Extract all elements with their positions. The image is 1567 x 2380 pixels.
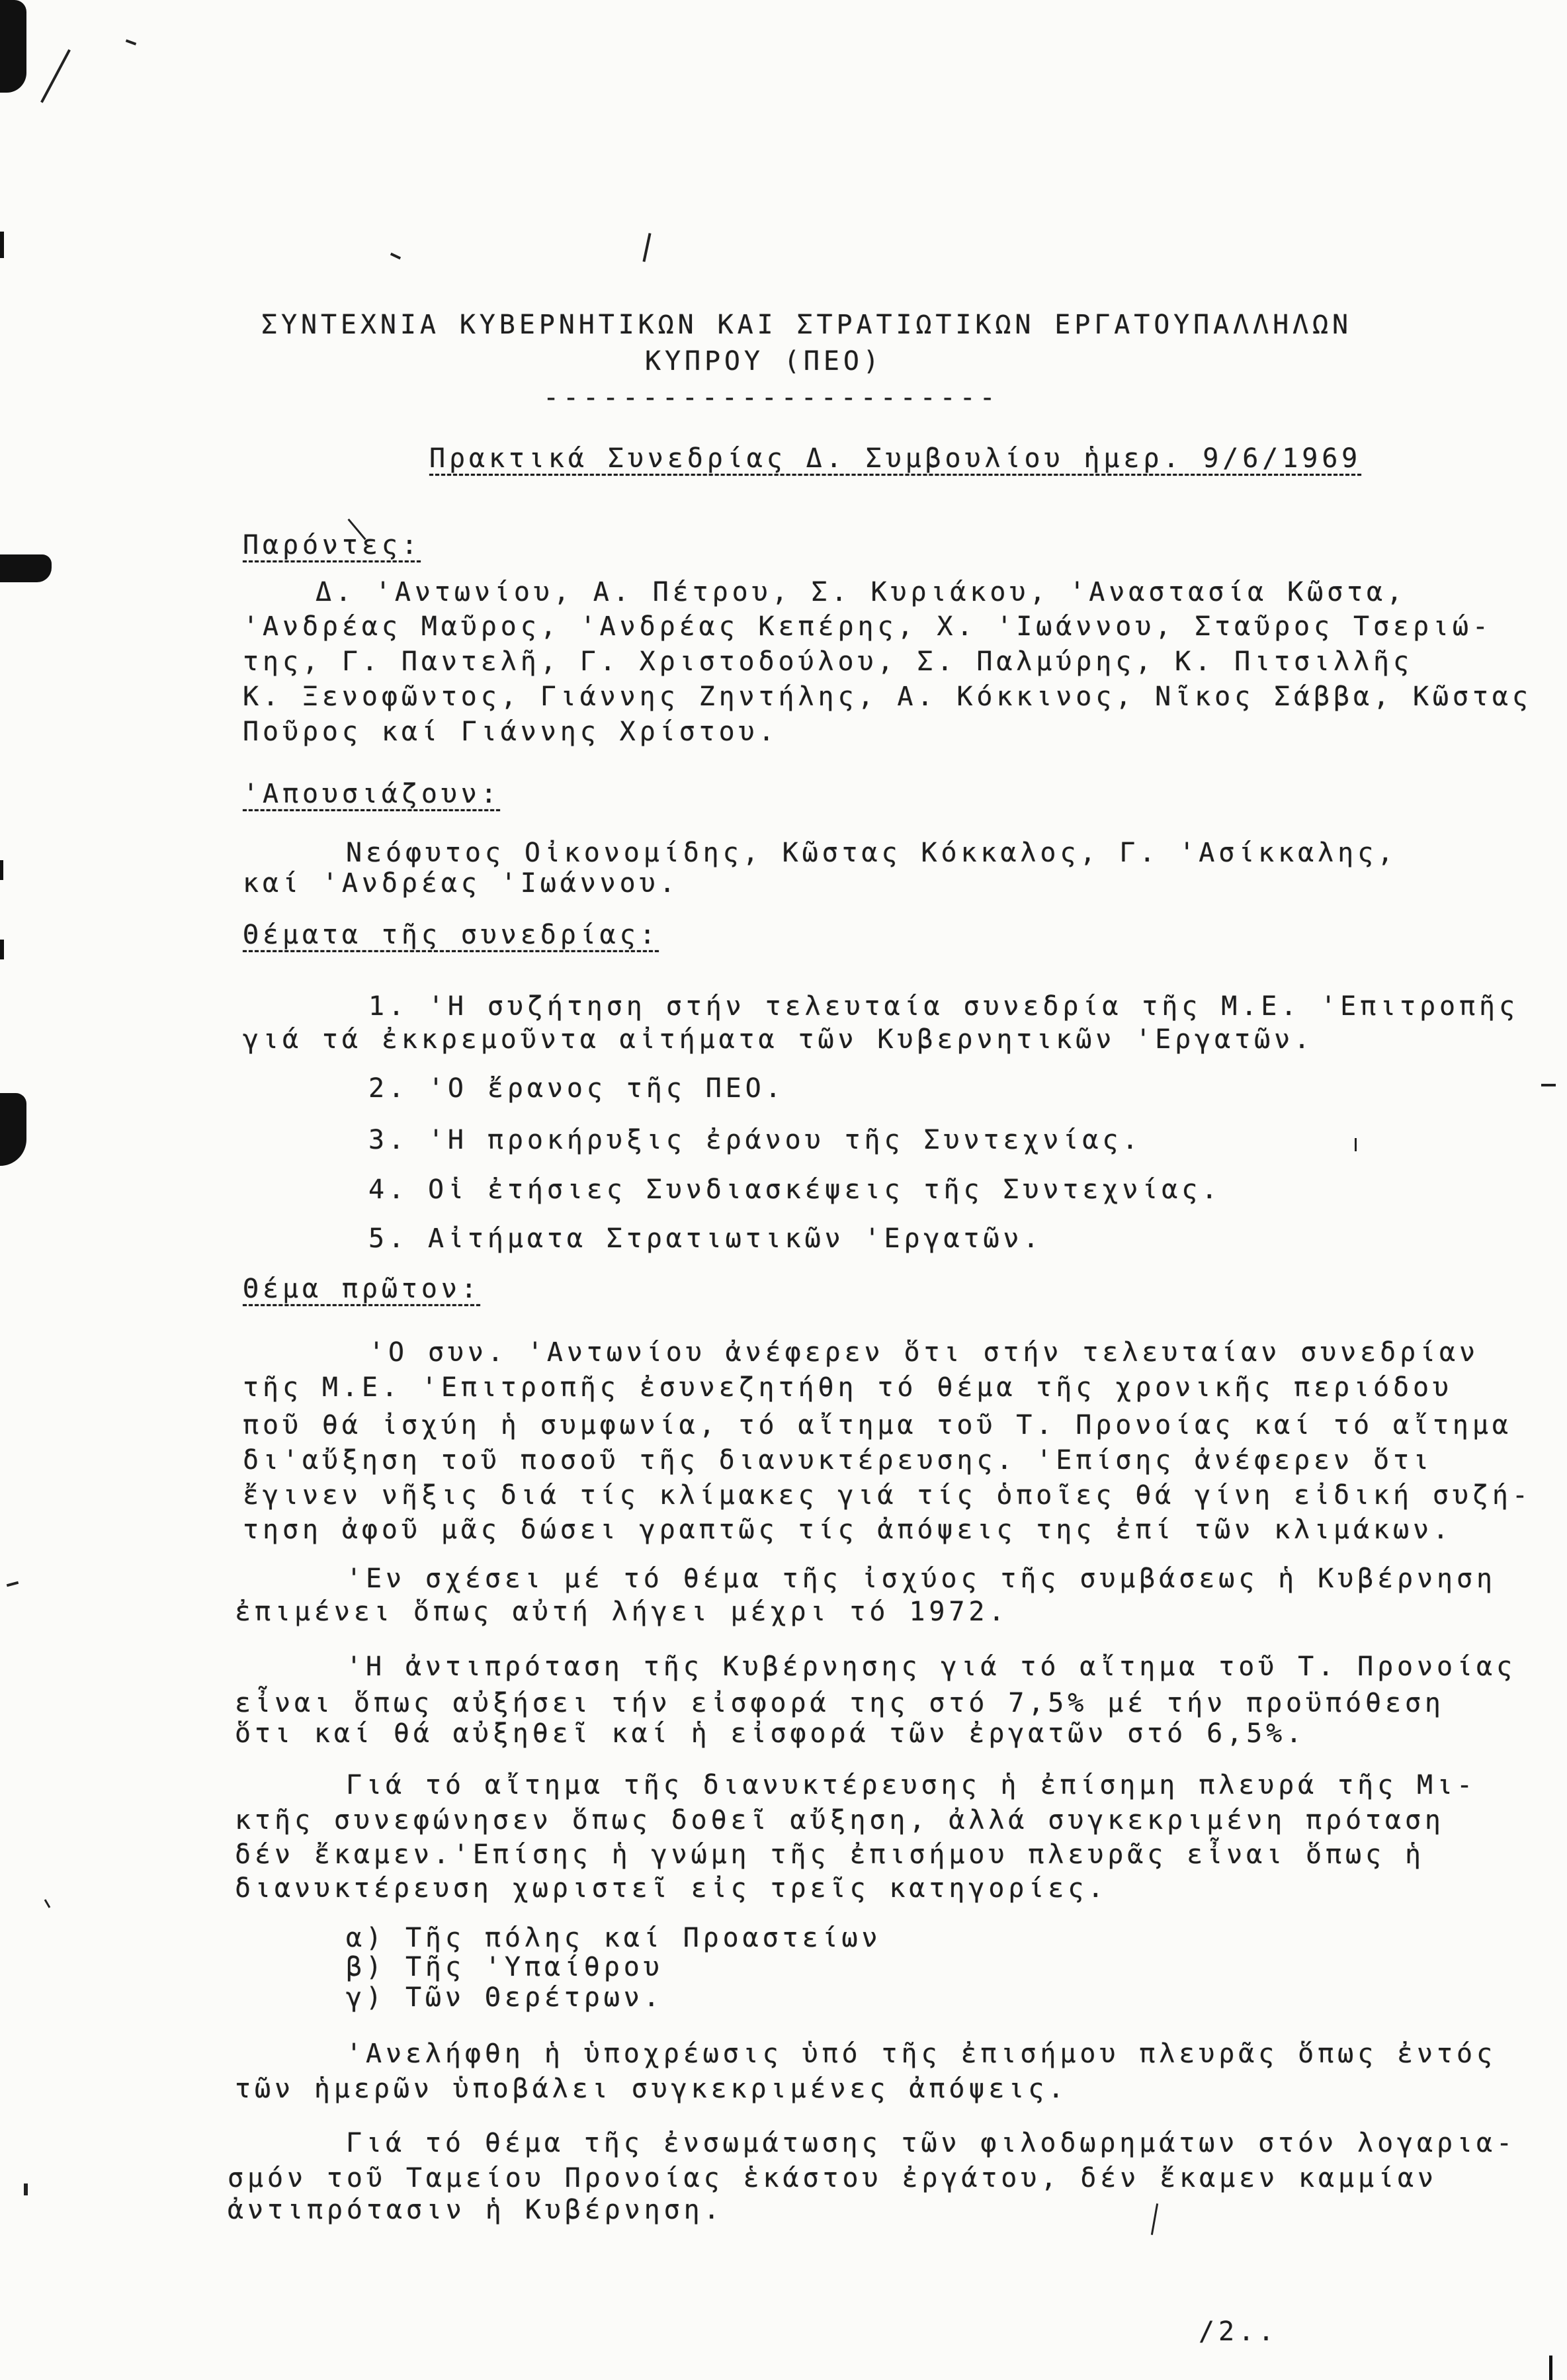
scan-artifact: [24, 2183, 28, 2195]
item-one-line: διανυκτέρευση χωριστεῖ εἰς τρεῖς κατηγορίες.: [235, 1873, 1108, 1904]
item-one-line: τηση ἀφοῦ μᾶς δώσει γραπτῶς τίς ἀπόψεις της ἐπί τῶν κλιμάκων.: [243, 1515, 1453, 1545]
agenda-item: 5. Αἰτήματα Στρατιωτικῶν 'Εργατῶν.: [368, 1223, 1043, 1254]
absent-line: καί 'Ανδρέας 'Ιωάννου.: [243, 868, 679, 899]
page-continuation-marker: /2..: [1199, 2316, 1278, 2347]
category-list-item: α) Τῆς πόλης καί Προαστείων: [346, 1923, 882, 1953]
scan-artifact: [642, 233, 651, 262]
organisation-name-line: ΣΥΝΤΕΧΝΙΑ ΚΥΒΕΡΝΗΤΙΚΩΝ ΚΑΙ ΣΤΡΑΤΙΩΤΙΚΩΝ ΕΡΓΑΤΟΥΠΑΛΛΗΛΩΝ: [261, 310, 1353, 340]
agenda-item: 3. 'Η προκήρυξις ἐράνου τῆς Συντεχνίας.: [368, 1125, 1142, 1155]
present-line: της, Γ. Παντελῆ, Γ. Χριστοδούλου, Σ. Παλμύρης, Κ. Πιτσιλλῆς: [243, 646, 1413, 677]
scan-artifact: [0, 940, 4, 959]
item-one-line: τῆς Μ.Ε. 'Επιτροπῆς ἐσυνεζητήθη τό θέμα τῆς χρονικῆς περιόδου: [243, 1372, 1453, 1403]
agenda-item-continuation: γιά τά ἐκκρεμοῦντα αἰτήματα τῶν Κυβερνητικῶν 'Εργατῶν.: [243, 1024, 1314, 1055]
scan-artifact: [0, 860, 3, 880]
scan-artifact: [390, 253, 401, 259]
scan-artifact: [0, 0, 26, 93]
item-one-line: εἶναι ὅπως αὐξήσει τήν εἰσφορά της στό 7,5% μέ τήν προϋπόθεση: [235, 1688, 1445, 1718]
item-one-line: ὅτι καί θά αὐξηθεῖ καί ἡ εἰσφορά τῶν ἐργατῶν στό 6,5%.: [235, 1718, 1306, 1749]
scan-artifact: [0, 232, 4, 258]
item-one-line: Γιά τό αἴτημα τῆς διανυκτέρευσης ἡ ἐπίσημη πλευρά τῆς Μι-: [346, 1770, 1476, 1800]
item-one-line: σμόν τοῦ Ταμείου Προνοίας ἑκάστου ἐργάτου, δέν ἔκαμεν καμμίαν: [228, 2163, 1437, 2193]
scan-artifact: [40, 49, 71, 103]
item-one-line: ἔγινεν νῆξις διά τίς κλίμακες γιά τίς ὁποῖες θά γίνη εἰδική συζή-: [243, 1480, 1532, 1511]
present-line: Δ. 'Αντωνίου, Α. Πέτρου, Σ. Κυριάκου, 'Αναστασία Κῶστα,: [316, 577, 1407, 607]
item-one-line: 'Η ἀντιπρόταση τῆς Κυβέρνησης γιά τό αἴτημα τοῦ Τ. Προνοίας: [346, 1652, 1516, 1682]
agenda-item: 2. 'Ο ἔρανος τῆς ΠΕΟ.: [368, 1073, 785, 1104]
scan-artifact: [126, 39, 136, 45]
present-line: Ποῦρος καί Γιάννης Χρίστου.: [243, 717, 779, 747]
category-list-item: β) Τῆς 'Υπαίθρου: [346, 1952, 663, 1982]
item-one-line: 'Ανελήφθη ἡ ὑποχρέωσις ὑπό τῆς ἐπισήμου πλευρᾶς ὅπως ἐντός: [346, 2039, 1496, 2069]
absent-heading: 'Απουσιάζουν:: [243, 779, 501, 809]
scan-artifact: [1355, 1138, 1357, 1151]
scan-artifact: [1151, 2203, 1158, 2235]
agenda-item: 4. Οἱ ἐτήσιες Συνδιασκέψεις τῆς Συντεχνίας.: [368, 1174, 1222, 1205]
present-line: 'Ανδρέας Μαῦρος, 'Ανδρέας Κεπέρης, Χ. 'Ιωάννου, Σταῦρος Τσεριώ-: [243, 611, 1492, 642]
item-one-line: τῶν ἡμερῶν ὑποβάλει συγκεκριμένες ἀπόψεις.: [235, 2074, 1068, 2104]
category-list-item: γ) Τῶν Θερέτρων.: [346, 1982, 663, 2013]
item-one-line: δι'αὔξηση τοῦ ποσοῦ τῆς διανυκτέρευσης. 'Επίσης ἀνέφερεν ὅτι: [243, 1445, 1433, 1476]
present-heading: Παρόντες:: [243, 530, 421, 560]
item-one-line: ἐπιμένει ὅπως αὐτή λήγει μέχρι τό 1972.: [235, 1597, 1009, 1627]
item-one-line: κτῆς συνεφώνησεν ὅπως δοθεῖ αὔξηση, ἀλλά συγκεκριμένη πρόταση: [235, 1805, 1445, 1835]
scan-artifact: [0, 554, 52, 582]
item-one-heading: Θέμα πρῶτον:: [243, 1274, 481, 1304]
scan-artifact: [44, 1899, 51, 1908]
scan-artifact: [1549, 2356, 1552, 2380]
absent-line: Νεόφυτος Οἰκονομίδης, Κῶστας Κόκκαλος, Γ. 'Ασίκκαλης,: [346, 838, 1398, 868]
scan-artifact: [7, 1581, 19, 1587]
organisation-name-line-2: ΚΥΠΡΟΥ (ΠΕΟ): [645, 346, 883, 376]
agenda-item: 1. 'Η συζήτηση στήν τελευταία συνεδρία τῆς Μ.Ε. 'Επιτροπῆς: [368, 991, 1519, 1022]
agenda-heading: Θέματα τῆς συνεδρίας:: [243, 920, 659, 950]
item-one-line: 'Εν σχέσει μέ τό θέμα τῆς ἰσχύος τῆς συμβάσεως ἡ Κυβέρνηση: [346, 1564, 1496, 1594]
document-title: Πρακτικά Συνεδρίας Δ. Συμβουλίου ἡμερ. 9/6/1969: [429, 443, 1362, 474]
item-one-line: ποῦ θά ἰσχύη ἡ συμφωνία, τό αἴτημα τοῦ Τ. Προνοίας καί τό αἴτημα: [243, 1410, 1512, 1440]
scan-artifact: [1541, 1084, 1556, 1086]
header-rule: -----------------------: [543, 382, 999, 413]
item-one-line: Γιά τό θέμα τῆς ἐνσωμάτωσης τῶν φιλοδωρημάτων στόν λογαρια-: [346, 2128, 1516, 2158]
scan-artifact: [0, 1093, 26, 1166]
item-one-line: 'Ο συν. 'Αντωνίου ἀνέφερεν ὅτι στήν τελευταίαν συνεδρίαν: [368, 1337, 1479, 1368]
item-one-line: ἀντιπρότασιν ἡ Κυβέρνηση.: [228, 2195, 724, 2225]
item-one-line: δέν ἔκαμεν.'Επίσης ἡ γνώμη τῆς ἐπισήμου πλευρᾶς εἶναι ὅπως ἡ: [235, 1839, 1425, 1870]
present-line: Κ. Ξενοφῶντος, Γιάννης Ζηντήλης, Α. Κόκκινος, Νῖκος Σάββα, Κῶστας: [243, 682, 1532, 712]
